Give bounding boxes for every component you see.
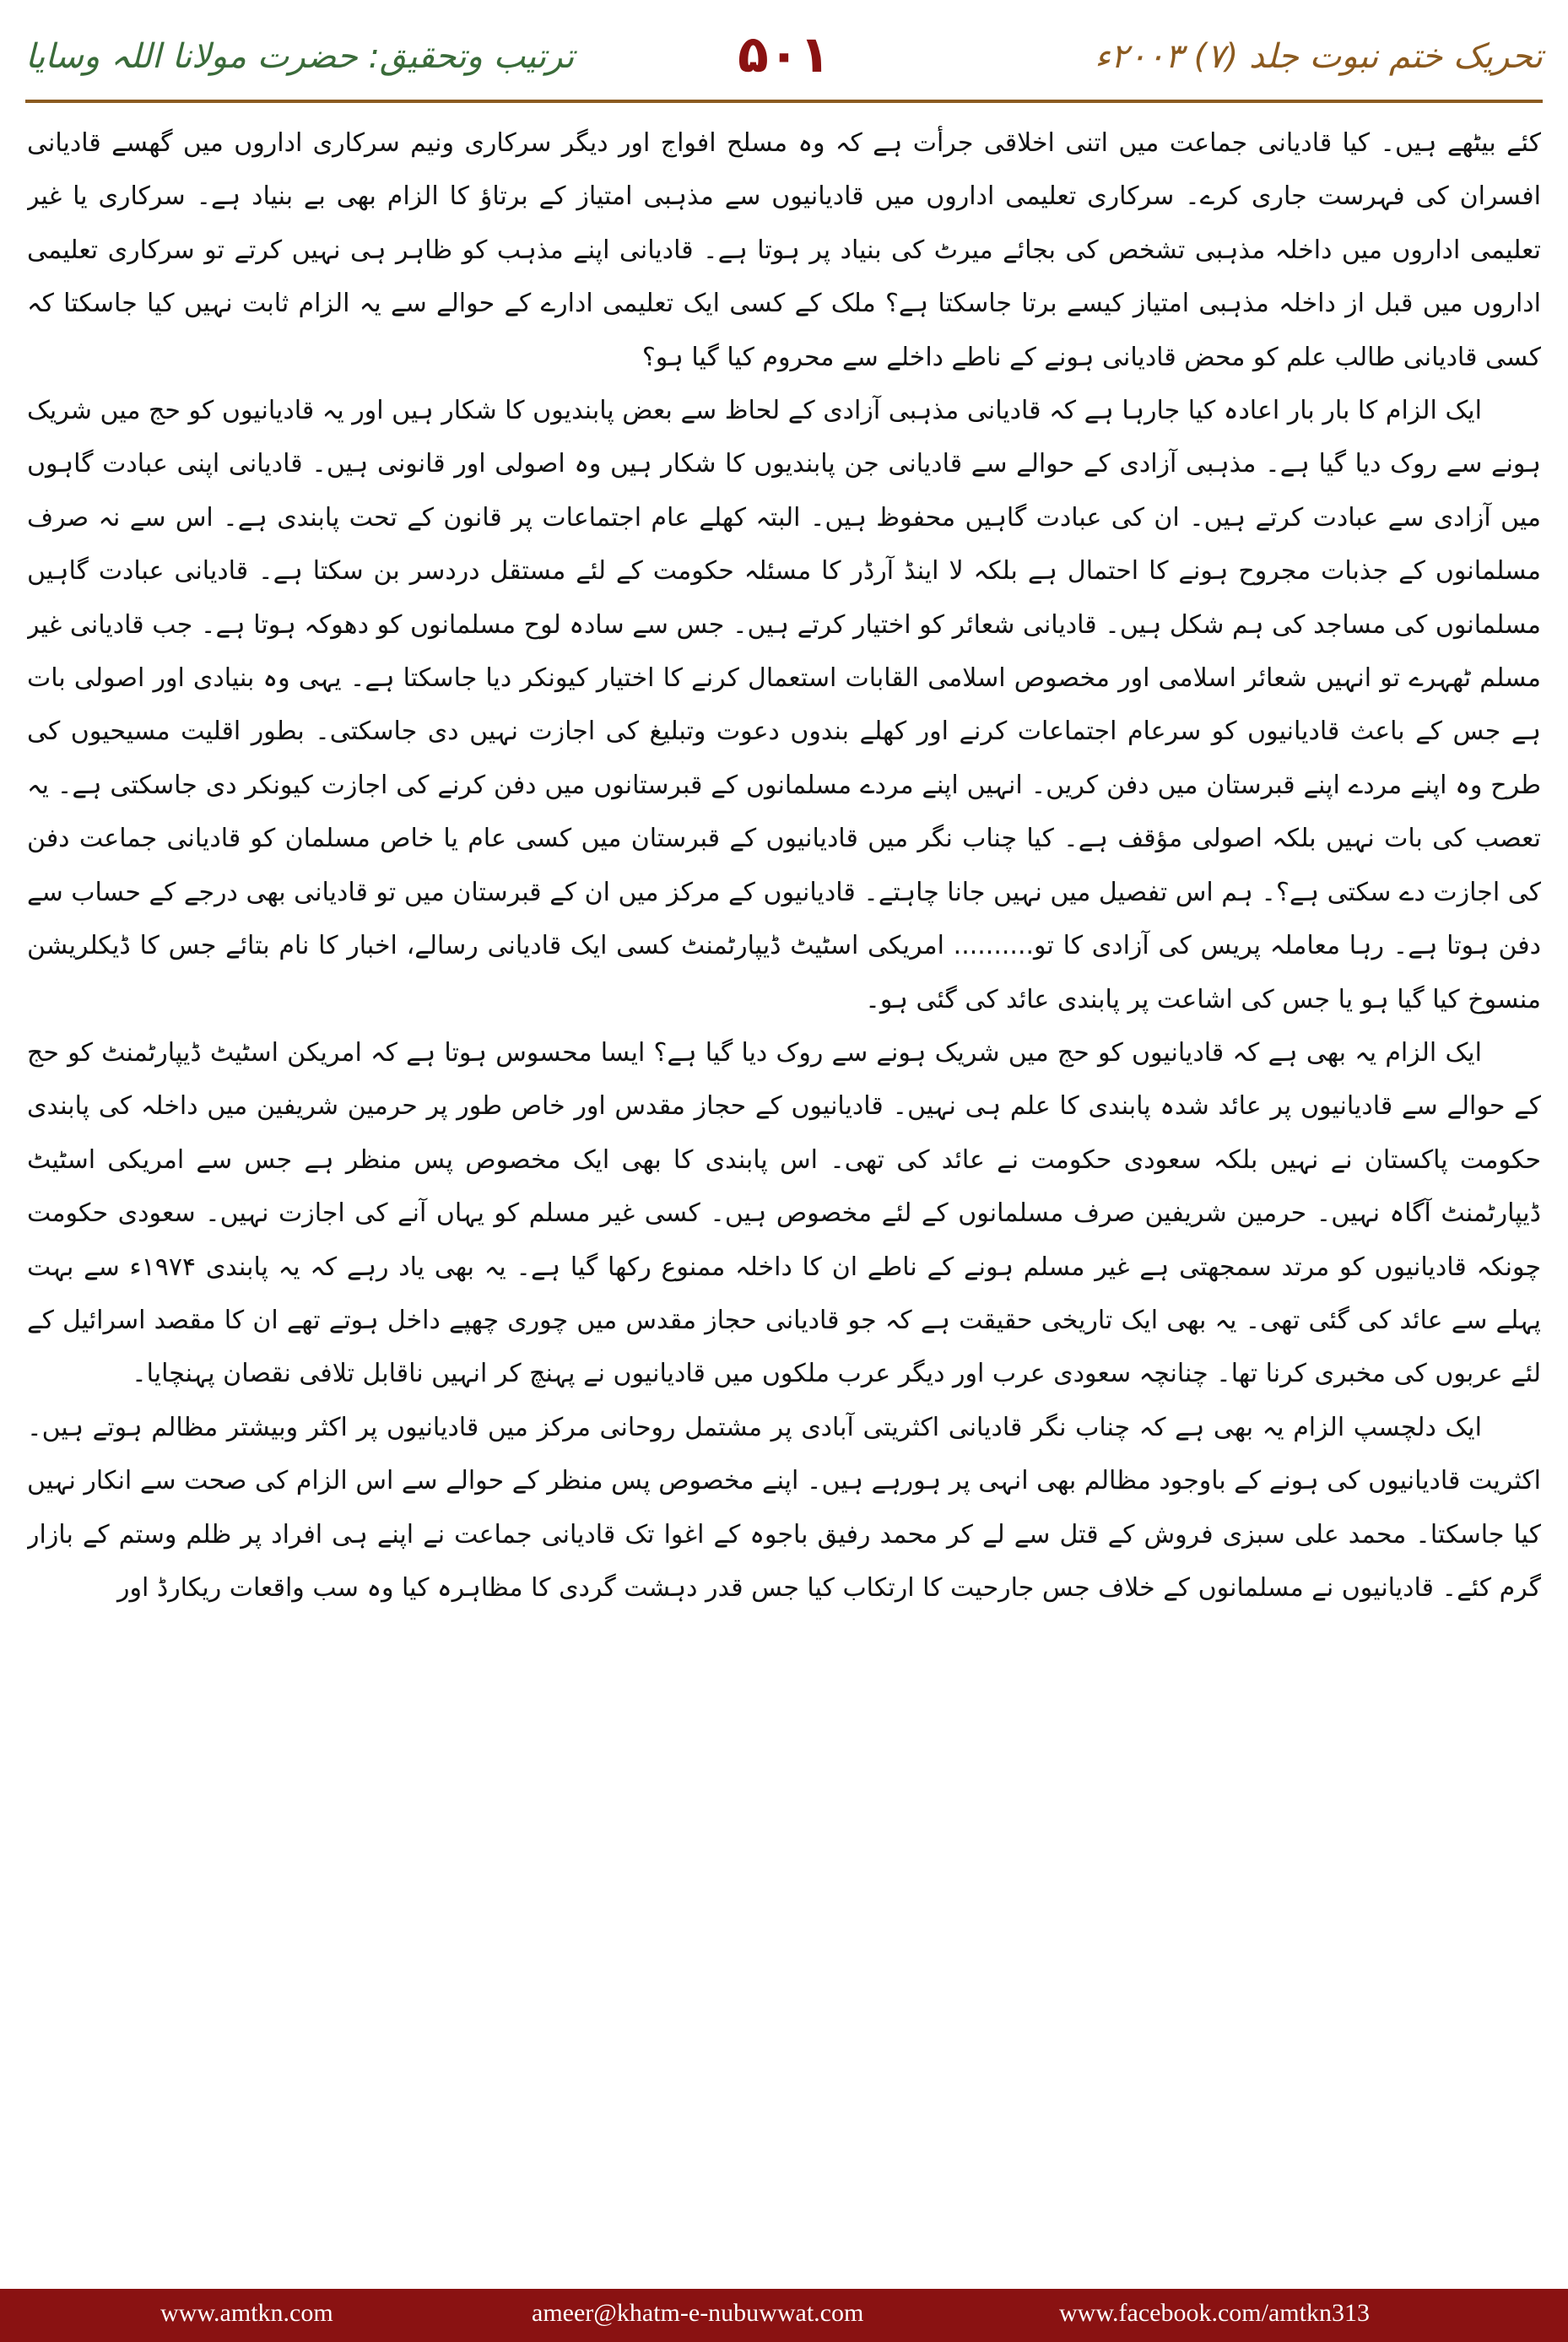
footer-email-link[interactable]: ameer@khatm-e-nubuwwat.com: [532, 2299, 864, 2327]
paragraph: ایک الزام کا بار بار اعادہ کیا جارہا ہے کہ قادیانی مذہبی آزادی کے لحاظ سے بعض پابندیوں کا شکار ہیں اور یہ قادیانیوں کو حج میں شریک ہونے سے روک دیا گیا ہے۔ مذہبی آزادی کے حوالے سے قادیانی جن پابندیوں کا شکار ہیں وہ اصولی اور قانونی ہیں۔ قادیانی اپنی عبادت گاہوں میں آزادی سے عبادت کرتے ہیں۔ ان کی عبادت گاہیں محفوظ ہیں۔ البتہ کھلے عام اجتماعات پر قانون کے تحت پابندی ہے۔ اس سے نہ صرف مسلمانوں کے جذبات مجروح ہونے کا احتمال ہے بلکہ لا اینڈ آرڈر کا مسئلہ حکومت کے لئے مستقل دردسر بن سکتا ہے۔ قادیانی عبادت گاہیں مسلمانوں کی مساجد کی ہم شکل ہیں۔ قادیانی شعائر کو اختیار کرتے ہیں۔ جس سے سادہ لوح مسلمانوں کو دھوکہ ہوتا ہے۔ جب قادیانی غیر مسلم ٹھہرے تو انہیں شعائر اسلامی اور مخصوص اسلامی القابات استعمال کرنے کا اختیار کیونکر دیا جاسکتا ہے۔ یہی وہ بنیادی اور اصولی بات ہے جس کے باعث قادیانیوں کو سرعام اجتماعات کرنے اور کھلے بندوں دعوت وتبلیغ کی اجازت نہیں دی جاسکتی۔ بطور اقلیت مسیحیوں کی طرح وہ اپنے مردے اپنے قبرستان میں دفن کریں۔ انہیں اپنے مردے مسلمانوں کے قبرستانوں میں دفن کرنے کی اجازت کیونکر دی جاسکتی ہے۔ یہ تعصب کی بات نہیں بلکہ اصولی مؤقف ہے۔ کیا چناب نگر میں قادیانیوں کے قبرستان میں کسی عام یا خاص مسلمان کو قادیانی جماعت دفن کی اجازت دے سکتی ہے؟۔ ہم اس تفصیل میں نہیں جانا چاہتے۔ قادیانیوں کے مرکز میں ان کے قبرستان میں تو قادیانی بھی درجے کے حساب سے دفن ہوتا ہے۔ رہا معاملہ پریس کی آزادی کا تو.......... امریکی اسٹیٹ ڈیپارٹمنٹ کسی ایک قادیانی رسالے، اخبار کا نام بتائے جس کا ڈیکلریشن منسوخ کیا گیا ہو یا جس کی اشاعت پر پابندی عائد کی گئی ہو۔: [27, 396, 1541, 1014]
header-divider: [25, 100, 1543, 103]
footer-facebook-link[interactable]: www.facebook.com/amtkn313: [1059, 2299, 1370, 2327]
paragraph: کئے بیٹھے ہیں۔ کیا قادیانی جماعت میں اتنی اخلاقی جرأت ہے کہ وہ مسلح افواج اور دیگر سرکاری ونیم سرکاری اداروں میں گھسے قادیانی افسران کی فہرست جاری کرے۔ سرکاری تعلیمی اداروں میں قادیانیوں سے مذہبی امتیاز کے برتاؤ کا الزام بھی بے بنیاد ہے۔ سرکاری یا غیر تعلیمی اداروں میں داخلہ مذہبی تشخص کی بجائے میرٹ کی بنیاد پر ہوتا ہے۔ قادیانی اپنے مذہب کو ظاہر ہی نہیں کرتے تو سرکاری تعلیمی اداروں میں قبل از داخلہ مذہبی امتیاز کیسے برتا جاسکتا ہے؟ ملک کے کسی ایک تعلیمی ادارے کے حوالے سے یہ الزام ثابت نہیں کیا جاسکتا کہ کسی قادیانی طالب علم کو محض قادیانی ہونے کے ناطے داخلے سے محروم کیا گیا ہو؟: [27, 128, 1541, 372]
page-header: [25, 19, 1543, 95]
footer-website-link[interactable]: www.amtkn.com: [160, 2299, 333, 2327]
paragraph: ایک دلچسپ الزام یہ بھی ہے کہ چناب نگر قادیانی اکثریتی آبادی پر مشتمل روحانی مرکز میں قادیانیوں پر اکثر وبیشتر مظالم ہوتے ہیں۔ اکثریت قادیانیوں کی ہونے کے باوجود مظالم بھی انہی پر ہورہے ہیں۔ اپنے مخصوص پس منظر کے حوالے سے اس الزام کی صحت سے انکار نہیں کیا جاسکتا۔ محمد علی سبزی فروش کے قتل سے لے کر محمد رفیق باجوہ کے اغوا تک قادیانی جماعت نے اپنے ہی افراد پر ظلم وستم کے بازار گرم کئے۔ قادیانیوں نے مسلمانوں کے خلاف جس جارحیت کا ارتکاب کیا جس قدر دہشت گردی کا مظاہرہ کیا وہ سب واقعات ریکارڈ اور: [27, 1412, 1541, 1603]
paragraph: ایک الزام یہ بھی ہے کہ قادیانیوں کو حج میں شریک ہونے سے روک دیا گیا ہے؟ ایسا محسوس ہوتا ہے کہ امریکن اسٹیٹ ڈیپارٹمنٹ کو حج کے حوالے سے قادیانیوں پر عائد شدہ پابندی کا علم ہی نہیں۔ قادیانیوں کے حجاز مقدس اور خاص طور پر حرمین شریفین میں داخلہ کی پابندی حکومت پاکستان نے نہیں بلکہ سعودی حکومت نے عائد کی تھی۔ اس پابندی کا بھی ایک مخصوص پس منظر ہے جس سے امریکی اسٹیٹ ڈیپارٹمنٹ آگاہ نہیں۔ حرمین شریفین صرف مسلمانوں کے لئے مخصوص ہیں۔ کسی غیر مسلم کو یہاں آنے کی اجازت نہیں۔ سعودی حکومت چونکہ قادیانیوں کو مرتد سمجھتی ہے غیر مسلم ہونے کے ناطے ان کا داخلہ ممنوع رکھا گیا ہے۔ یہ بھی یاد رہے کہ یہ پابندی ۱۹۷۴ء سے بہت پہلے سے عائد کی گئی تھی۔ یہ بھی ایک تاریخی حقیقت ہے کہ جو قادیانی حجاز مقدس میں چوری چھپے داخل ہوتے تھے ان کا مقصد اسرائیل کے لئے عربوں کی مخبری کرنا تھا۔ چنانچہ سعودی عرب اور دیگر عرب ملکوں میں قادیانیوں نے پہنچ کر انہیں ناقابل تلافی نقصان پہنچایا۔: [27, 1037, 1541, 1389]
compiler-credit: ترتیب وتحقیق: حضرت مولانا اللہ وسایا: [25, 37, 575, 76]
body-text: [27, 116, 1541, 2264]
page-number: ۵۰۱: [738, 25, 830, 84]
page-footer: [0, 2289, 1568, 2342]
book-title: تحریک ختم نبوت جلد (۷) ۲۰۰۳ء: [1095, 37, 1543, 76]
